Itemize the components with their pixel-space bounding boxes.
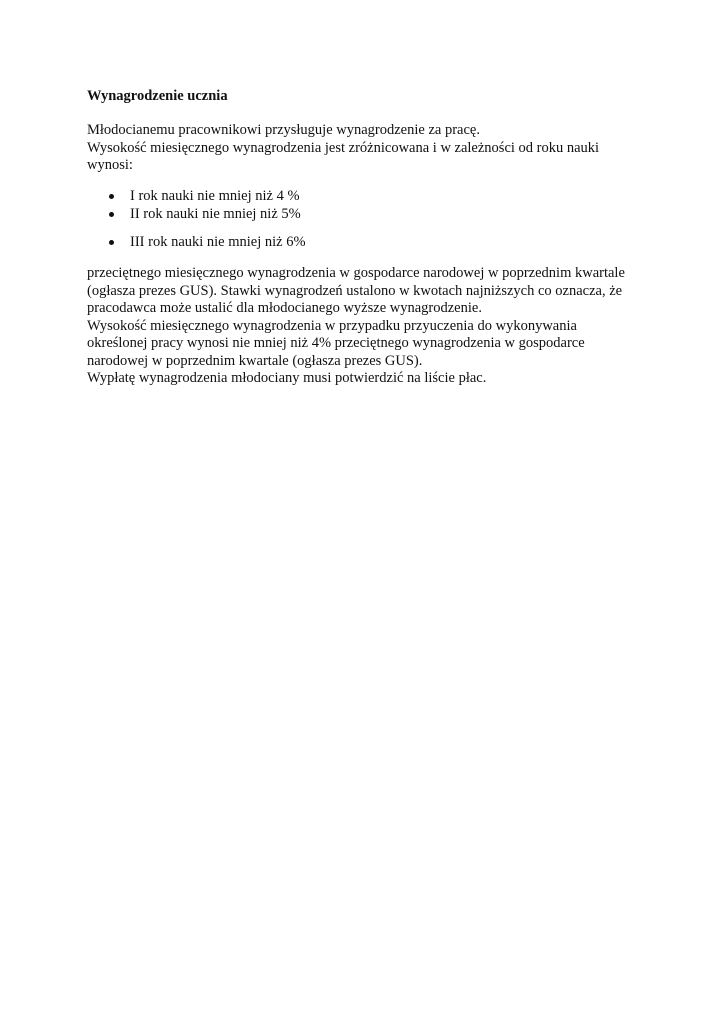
body-line: pracodawca może ustalić dla młodocianego wyższe wynagrodzenie. [87,300,482,316]
bullet-icon [109,240,114,245]
bullet-icon [109,194,114,199]
list-item [87,233,306,251]
body-line: Wypłatę wynagrodzenia młodociany musi potwierdzić na liście płac. [87,370,487,386]
body-line: przeciętnego miesięcznego wynagrodzenia w gospodarce narodowej w poprzednim kwartale [87,265,625,281]
body-line: narodowej w poprzednim kwartale (ogłasza prezes GUS). [87,352,423,369]
body-line: (ogłasza prezes GUS). Stawki wynagrodzeń ustalono w kwotach najniższych co oznacza, że [87,282,623,299]
rate-list [87,187,306,251]
document-title: Wynagrodzenie ucznia [87,88,228,104]
bullet-icon [109,212,114,217]
body-line: Wysokość miesięcznego wynagrodzenia w przypadku przyuczenia do wykonywania [87,317,577,334]
intro-paragraph [87,122,647,175]
list-item [87,205,306,223]
intro-line: wynosi: [87,157,133,173]
body-paragraph [87,265,647,388]
intro-line: Młodocianemu pracownikowi przysługuje wynagrodzenie za pracę. [87,122,480,138]
intro-line: Wysokość miesięcznego wynagrodzenia jest zróżnicowana i w zależności od roku nauki [87,139,600,156]
list-item-text: II rok nauki nie mniej niż 5% [130,206,301,222]
list-item-text: III rok nauki nie mniej niż 6% [130,234,306,250]
body-line: określonej pracy wynosi nie mniej niż 4% przeciętnego wynagrodzenia w gospodarce [87,335,585,351]
list-item [87,187,306,205]
list-item-text: I rok nauki nie mniej niż 4 % [130,188,300,204]
